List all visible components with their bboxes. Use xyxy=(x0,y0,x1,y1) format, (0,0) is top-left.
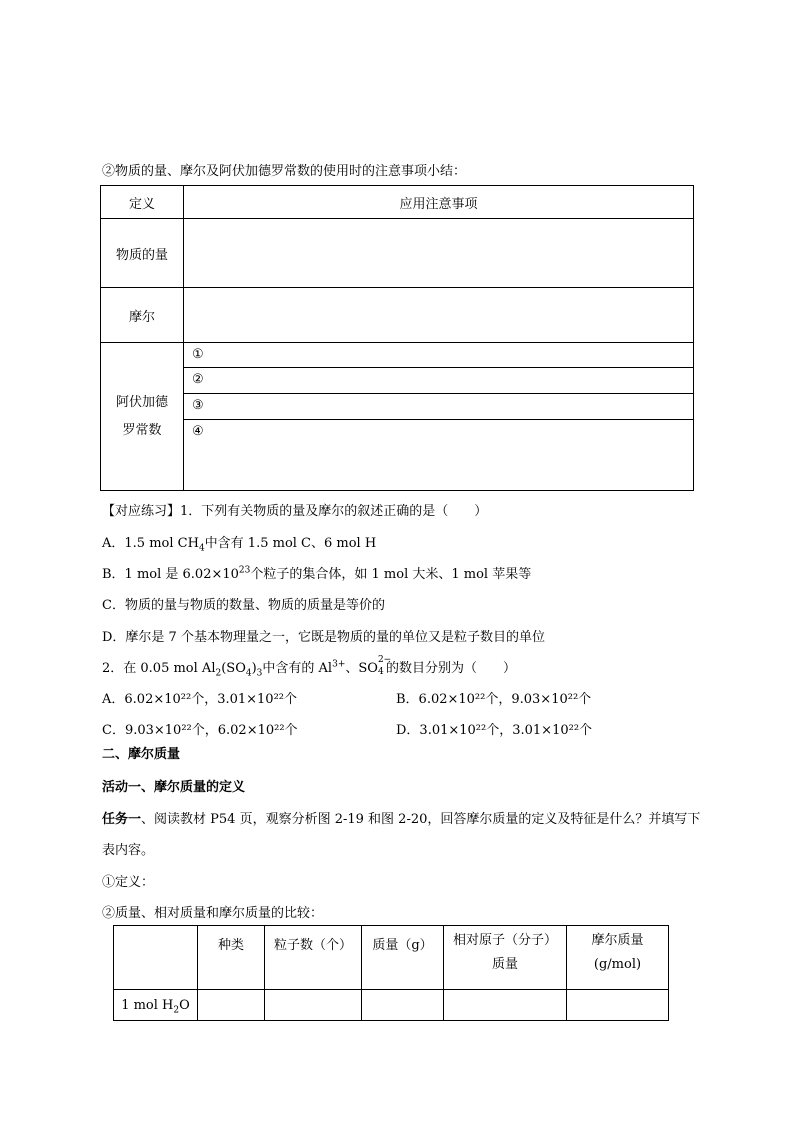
q2-option-a: A．6.02×10²²个，3.01×10²²个 xyxy=(102,692,297,707)
cell-molar-mass xyxy=(567,990,669,1021)
header-kind: 种类 xyxy=(198,926,265,990)
row-label-water: 1 mol $H_2O$ xyxy=(114,990,198,1021)
notes-cell-mole xyxy=(184,288,694,343)
q1-option-a: A．1.5 mol $CH_4$中含有 1.5 mol C、6 mol H xyxy=(102,536,377,554)
task-line-2: 表内容。 xyxy=(102,843,155,858)
q1-option-d: D．摩尔是 7 个基本物理量之一，它既是物质的量的单位又是粒子数目的单位 xyxy=(102,630,545,645)
avogadro-note-3 xyxy=(184,394,693,420)
header-particles: 粒子数（个） xyxy=(265,926,362,990)
header-blank xyxy=(114,926,198,990)
notes-cell-amount xyxy=(184,219,694,288)
avogadro-note-1 xyxy=(184,343,693,368)
circled-number: ① xyxy=(192,347,204,362)
avogadro-label-line1: 阿伏加德 xyxy=(115,394,168,410)
header-molar-mass: 摩尔质量 (g/mol) xyxy=(567,926,669,990)
circled-number: ② xyxy=(192,372,204,387)
comparison-prompt: ②质量、相对质量和摩尔质量的比较： xyxy=(102,906,324,921)
summary-table xyxy=(100,185,694,491)
avogadro-label-line2: 罗常数 xyxy=(122,422,162,438)
cell-kind xyxy=(198,990,265,1021)
row-label-avogadro xyxy=(101,343,184,491)
header-notes: 应用注意事项 xyxy=(184,186,694,219)
section-title: 二、摩尔质量 xyxy=(102,747,181,762)
q2-option-c: C．9.03×10²²个，6.02×10²²个 xyxy=(102,723,298,738)
row-label-amount: 物质的量 xyxy=(101,219,184,288)
notes-cell-avogadro xyxy=(184,343,694,491)
q1-option-c: C．物质的量与物质的数量、物质的质量是等价的 xyxy=(102,598,385,613)
section-header: ②物质的量、摩尔及阿伏加德罗常数的使用时的注意事项小结： xyxy=(102,164,467,179)
definition-prompt: ①定义： xyxy=(102,875,155,890)
avogadro-note-2 xyxy=(184,368,693,394)
circled-number: ③ xyxy=(192,398,204,413)
avogadro-note-4 xyxy=(184,420,693,490)
task-line-1: 任务一、阅读教材 P54 页，观察分析图 2-19 和图 2-20，回答摩尔质量的定义及特征是什么？并填写下 xyxy=(102,812,701,827)
circled-number: ④ xyxy=(192,424,204,439)
activity-title: 活动一、摩尔质量的定义 xyxy=(102,780,246,795)
row-label-mole: 摩尔 xyxy=(101,288,184,343)
question-1: 【对应练习】1．下列有关物质的量及摩尔的叙述正确的是（ ） xyxy=(102,504,488,519)
header-mass: 质量（g） xyxy=(362,926,444,990)
q2-option-d: D．3.01×10²²个，3.01×10²²个 xyxy=(396,723,593,738)
comparison-table xyxy=(113,925,669,1021)
cell-particles xyxy=(265,990,362,1021)
q1-option-b: B．1 mol 是 $6.02\times 10^{23}$个粒子的集合体，如 1 mol 大米、1 mol 苹果等 xyxy=(102,565,532,582)
cell-mass xyxy=(362,990,444,1021)
question-2: 2．在 0.05 mol $Al_2(SO_4)_3$中含有的 $Al^{3+}$、SO 2− 4 的数目分别为（ ） xyxy=(102,654,516,679)
q2-option-b: B．6.02×10²²个，9.03×10²²个 xyxy=(396,692,592,707)
header-relative-mass: 相对原子（分子） 质量 xyxy=(444,926,567,990)
header-definition: 定义 xyxy=(101,186,184,219)
cell-relative-mass xyxy=(444,990,567,1021)
